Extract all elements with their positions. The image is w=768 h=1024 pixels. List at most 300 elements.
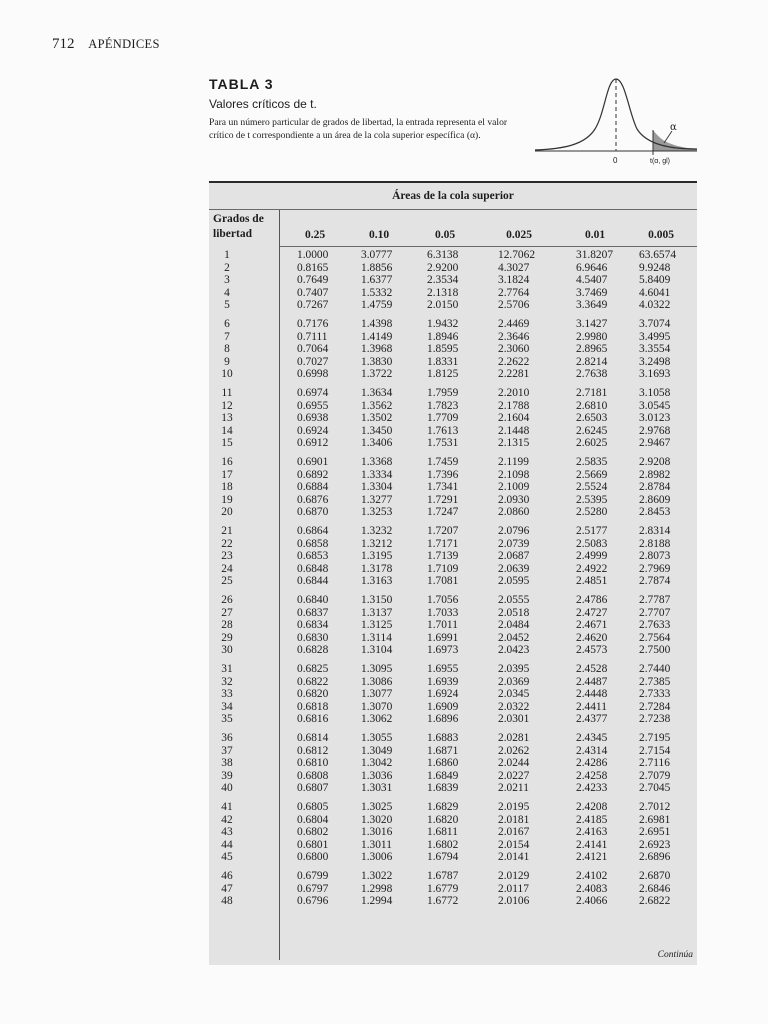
dof-cell: 26 <box>221 594 233 606</box>
value-0.05: 1.7459 <box>427 456 459 468</box>
table-subtitle: Valores críticos de t. <box>209 97 317 111</box>
value-0.25: 0.6998 <box>297 368 329 381</box>
value-0.25: 0.6804 <box>297 813 329 826</box>
value-0.05: 1.6794 <box>427 851 459 864</box>
value-0.10: 1.5332 <box>361 286 393 299</box>
area-caption: Áreas de la cola superior <box>392 190 514 202</box>
value-0.01: 3.7469 <box>576 286 608 299</box>
value-0.10: 3.0777 <box>361 249 393 261</box>
value-0.025: 2.0129 <box>498 870 530 882</box>
dof-cell: 43 <box>221 826 233 839</box>
value-0.10: 1.3830 <box>361 355 393 368</box>
value-0.01: 31.8207 <box>576 249 614 261</box>
value-0.05: 1.7171 <box>427 537 459 550</box>
value-0.10: 1.3634 <box>361 387 393 399</box>
value-0.01: 2.4345 <box>576 732 608 744</box>
value-0.025: 2.3060 <box>498 343 530 356</box>
value-0.05: 1.6829 <box>427 801 459 813</box>
value-0.005: 4.6041 <box>639 286 671 299</box>
value-0.01: 2.4286 <box>576 757 608 770</box>
value-0.05: 1.7709 <box>427 412 459 425</box>
value-0.005: 2.7154 <box>639 744 671 757</box>
dof-cell: 19 <box>221 493 233 506</box>
value-0.025: 2.0181 <box>498 813 530 826</box>
table-row <box>209 456 697 469</box>
value-0.01: 2.4258 <box>576 769 608 782</box>
value-0.25: 0.6816 <box>297 713 329 726</box>
value-0.05: 2.3534 <box>427 274 459 287</box>
value-0.25: 0.6812 <box>297 744 329 757</box>
dof-cell: 25 <box>221 575 233 588</box>
value-0.01: 2.4121 <box>576 851 608 864</box>
value-0.25: 0.6799 <box>297 870 329 882</box>
value-0.025: 4.3027 <box>498 261 530 274</box>
value-0.025: 2.1788 <box>498 399 530 412</box>
dof-cell: 39 <box>221 769 233 782</box>
value-0.025: 2.2622 <box>498 355 530 368</box>
value-0.25: 0.7176 <box>297 318 329 330</box>
table-row <box>209 851 697 864</box>
value-0.01: 2.5083 <box>576 537 608 550</box>
value-0.005: 2.8453 <box>639 506 671 519</box>
value-0.25: 0.6797 <box>297 882 329 895</box>
table-row <box>209 287 697 300</box>
value-0.05: 2.9200 <box>427 261 459 274</box>
value-0.01: 2.4671 <box>576 619 608 632</box>
value-0.025: 2.0301 <box>498 713 530 726</box>
value-0.025: 2.0687 <box>498 550 530 563</box>
value-0.025: 2.0244 <box>498 757 530 770</box>
table-row <box>209 676 697 689</box>
row-group <box>209 801 697 870</box>
value-0.05: 1.6939 <box>427 675 459 688</box>
dof-cell: 45 <box>221 851 233 864</box>
col-header-0.01: 0.01 <box>584 229 606 241</box>
value-0.005: 2.7633 <box>639 619 671 632</box>
row-group <box>209 318 697 387</box>
col-header-0.25: 0.25 <box>304 229 326 241</box>
dof-cell: 20 <box>221 506 233 519</box>
row-group <box>209 525 697 594</box>
table-row <box>209 437 697 450</box>
value-0.01: 2.5395 <box>576 493 608 506</box>
table-row <box>209 425 697 438</box>
value-0.005: 2.7969 <box>639 562 671 575</box>
value-0.025: 2.0195 <box>498 801 530 813</box>
table-row <box>209 839 697 852</box>
value-0.01: 2.4487 <box>576 675 608 688</box>
value-0.05: 2.0150 <box>427 299 459 312</box>
dof-cell: 11 <box>221 387 233 399</box>
value-0.05: 6.3138 <box>427 249 459 261</box>
value-0.25: 0.6796 <box>297 895 329 908</box>
value-0.005: 2.8073 <box>639 550 671 563</box>
value-0.10: 1.3137 <box>361 606 393 619</box>
dof-cell: 16 <box>221 456 233 468</box>
dof-cell: 31 <box>221 663 233 675</box>
row-group <box>209 456 697 525</box>
dof-cell: 4 <box>224 286 230 299</box>
table-row <box>209 801 697 814</box>
dof-cell: 8 <box>224 343 230 356</box>
table-row <box>209 387 697 400</box>
value-0.25: 0.6858 <box>297 537 329 550</box>
dof-cell: 3 <box>224 274 230 287</box>
value-0.05: 1.6991 <box>427 631 459 644</box>
table-row <box>209 343 697 356</box>
table-row <box>209 481 697 494</box>
value-0.25: 0.6810 <box>297 757 329 770</box>
value-0.25: 0.6818 <box>297 700 329 713</box>
value-0.25: 0.7267 <box>297 299 329 312</box>
value-0.10: 1.4759 <box>361 299 393 312</box>
value-0.25: 0.6853 <box>297 550 329 563</box>
value-0.01: 2.4377 <box>576 713 608 726</box>
table-row <box>209 814 697 827</box>
value-0.025: 2.0639 <box>498 562 530 575</box>
value-0.025: 2.2281 <box>498 368 530 381</box>
value-0.005: 2.6981 <box>639 813 671 826</box>
value-0.01: 2.4066 <box>576 895 608 908</box>
value-0.01: 2.5669 <box>576 468 608 481</box>
row-group <box>209 732 697 801</box>
value-0.01: 2.4999 <box>576 550 608 563</box>
value-0.005: 3.7074 <box>639 318 671 330</box>
value-0.10: 1.3277 <box>361 493 393 506</box>
value-0.05: 1.7341 <box>427 481 459 494</box>
value-0.005: 5.8409 <box>639 274 671 287</box>
value-0.005: 2.7012 <box>639 801 671 813</box>
value-0.01: 2.4922 <box>576 562 608 575</box>
header-rule <box>280 246 697 247</box>
dof-cell: 10 <box>221 368 233 381</box>
table-row <box>209 644 697 657</box>
value-0.05: 1.7613 <box>427 424 459 437</box>
value-0.025: 2.0518 <box>498 606 530 619</box>
value-0.005: 3.2498 <box>639 355 671 368</box>
value-0.05: 1.6883 <box>427 732 459 744</box>
dof-cell: 27 <box>221 606 233 619</box>
value-0.05: 1.7011 <box>427 619 458 632</box>
value-0.005: 2.7564 <box>639 631 671 644</box>
value-0.10: 1.3125 <box>361 619 393 632</box>
dof-cell: 37 <box>221 744 233 757</box>
value-0.005: 2.9768 <box>639 424 671 437</box>
value-0.01: 2.4528 <box>576 663 608 675</box>
value-0.01: 2.7638 <box>576 368 608 381</box>
value-0.05: 1.7033 <box>427 606 459 619</box>
value-0.05: 1.8331 <box>427 355 459 368</box>
value-0.025: 2.0369 <box>498 675 530 688</box>
value-0.01: 2.5835 <box>576 456 608 468</box>
table-description: Para un número particular de grados de libertad, la entrada representa el valor crítico de t correspondiente a un área de la cola superior específica (α). <box>209 117 508 141</box>
value-0.025: 2.1448 <box>498 424 530 437</box>
value-0.10: 1.3055 <box>361 732 393 744</box>
value-0.25: 0.6828 <box>297 644 329 657</box>
dof-cell: 33 <box>221 688 233 701</box>
dof-cell: 17 <box>221 468 233 481</box>
value-0.01: 2.8965 <box>576 343 608 356</box>
value-0.25: 0.6820 <box>297 688 329 701</box>
value-0.25: 0.6848 <box>297 562 329 575</box>
value-0.25: 0.6808 <box>297 769 329 782</box>
value-0.005: 2.7238 <box>639 713 671 726</box>
table-row <box>209 782 697 795</box>
table-row <box>209 607 697 620</box>
value-0.005: 2.7195 <box>639 732 671 744</box>
value-0.10: 1.3070 <box>361 700 393 713</box>
table-row <box>209 732 697 745</box>
value-0.10: 1.3334 <box>361 468 393 481</box>
value-0.10: 1.8856 <box>361 261 393 274</box>
alpha-label: α <box>670 122 677 133</box>
value-0.05: 1.7207 <box>427 525 459 537</box>
table-row <box>209 870 697 883</box>
value-0.005: 9.9248 <box>639 261 671 274</box>
value-0.05: 1.6787 <box>427 870 459 882</box>
dof-cell: 28 <box>221 619 233 632</box>
value-0.10: 1.3006 <box>361 851 393 864</box>
table-row <box>209 469 697 482</box>
value-0.05: 1.7291 <box>427 493 459 506</box>
dof-cell: 15 <box>221 437 233 450</box>
value-0.25: 0.6901 <box>297 456 329 468</box>
value-0.05: 1.8125 <box>427 368 459 381</box>
value-0.01: 2.4185 <box>576 813 608 826</box>
value-0.10: 1.3036 <box>361 769 393 782</box>
table-row <box>209 494 697 507</box>
table-row <box>209 745 697 758</box>
value-0.10: 1.3253 <box>361 506 393 519</box>
table-row <box>209 356 697 369</box>
value-0.025: 2.0106 <box>498 895 530 908</box>
value-0.05: 1.7056 <box>427 594 459 606</box>
value-0.025: 2.0739 <box>498 537 530 550</box>
value-0.01: 2.7181 <box>576 387 608 399</box>
value-0.005: 2.7116 <box>639 757 670 770</box>
table-row <box>209 594 697 607</box>
table-row <box>209 274 697 287</box>
value-0.01: 2.5524 <box>576 481 608 494</box>
value-0.10: 1.3722 <box>361 368 393 381</box>
value-0.25: 0.6802 <box>297 826 329 839</box>
table-row <box>209 632 697 645</box>
value-0.025: 2.0930 <box>498 493 530 506</box>
value-0.025: 2.1199 <box>498 456 529 468</box>
value-0.025: 2.5706 <box>498 299 530 312</box>
value-0.025: 2.0141 <box>498 851 530 864</box>
continues-note: Continúa <box>657 950 693 960</box>
value-0.025: 2.0211 <box>498 782 529 795</box>
value-0.025: 2.7764 <box>498 286 530 299</box>
value-0.25: 0.6801 <box>297 838 329 851</box>
dof-cell: 23 <box>221 550 233 563</box>
value-0.01: 2.4083 <box>576 882 608 895</box>
value-0.05: 1.7109 <box>427 562 459 575</box>
dof-header-line1: Grados de <box>213 213 264 225</box>
table-row <box>209 538 697 551</box>
value-0.05: 1.6849 <box>427 769 459 782</box>
value-0.005: 2.6923 <box>639 838 671 851</box>
value-0.01: 3.1427 <box>576 318 608 330</box>
value-0.10: 1.3031 <box>361 782 393 795</box>
dof-cell: 21 <box>221 525 233 537</box>
value-0.25: 0.6822 <box>297 675 329 688</box>
dof-cell: 42 <box>221 813 233 826</box>
dof-cell: 7 <box>224 330 230 343</box>
value-0.005: 2.7874 <box>639 575 671 588</box>
value-0.25: 0.6864 <box>297 525 329 537</box>
value-0.005: 2.7079 <box>639 769 671 782</box>
value-0.025: 2.0452 <box>498 631 530 644</box>
value-0.005: 2.6846 <box>639 882 671 895</box>
value-0.05: 1.7823 <box>427 399 459 412</box>
table-row <box>209 563 697 576</box>
value-0.25: 0.6840 <box>297 594 329 606</box>
value-0.10: 1.3150 <box>361 594 393 606</box>
t-critical-label: t(α, gl) <box>650 158 670 165</box>
value-0.10: 1.3022 <box>361 870 393 882</box>
dof-cell: 30 <box>221 644 233 657</box>
table-row <box>209 400 697 413</box>
value-0.05: 1.6772 <box>427 895 459 908</box>
row-group <box>209 870 697 939</box>
dof-cell: 22 <box>221 537 233 550</box>
value-0.05: 1.7081 <box>427 575 459 588</box>
value-0.025: 3.1824 <box>498 274 530 287</box>
value-0.10: 1.3095 <box>361 663 393 675</box>
value-0.05: 1.6955 <box>427 663 459 675</box>
value-0.01: 2.4786 <box>576 594 608 606</box>
value-0.025: 2.0117 <box>498 882 529 895</box>
dof-cell: 48 <box>221 895 233 908</box>
dof-cell: 32 <box>221 675 233 688</box>
dof-cell: 5 <box>224 299 230 312</box>
col-header-0.10: 0.10 <box>368 229 390 241</box>
value-0.025: 2.3646 <box>498 330 530 343</box>
value-0.025: 2.1315 <box>498 437 530 450</box>
value-0.25: 0.6825 <box>297 663 329 675</box>
value-0.01: 2.6245 <box>576 424 608 437</box>
value-0.025: 2.0167 <box>498 826 530 839</box>
value-0.05: 1.8946 <box>427 330 459 343</box>
value-0.10: 1.4149 <box>361 330 393 343</box>
row-group <box>209 249 697 318</box>
value-0.025: 2.0395 <box>498 663 530 675</box>
area-header-band <box>209 183 697 210</box>
value-0.05: 1.8595 <box>427 343 459 356</box>
table-body <box>209 249 697 939</box>
value-0.025: 2.0555 <box>498 594 530 606</box>
value-0.25: 0.6892 <box>297 468 329 481</box>
table-row <box>209 368 697 381</box>
value-0.025: 2.0262 <box>498 744 530 757</box>
dof-cell: 1 <box>224 249 230 261</box>
value-0.005: 3.4995 <box>639 330 671 343</box>
value-0.10: 1.4398 <box>361 318 393 330</box>
value-0.05: 1.7959 <box>427 387 459 399</box>
table-row <box>209 575 697 588</box>
value-0.005: 2.7500 <box>639 644 671 657</box>
value-0.005: 2.6951 <box>639 826 671 839</box>
value-0.005: 2.7284 <box>639 700 671 713</box>
value-0.25: 0.7111 <box>297 330 328 343</box>
value-0.01: 2.4727 <box>576 606 608 619</box>
value-0.25: 0.6938 <box>297 412 329 425</box>
value-0.01: 3.3649 <box>576 299 608 312</box>
value-0.01: 2.4233 <box>576 782 608 795</box>
row-group <box>209 387 697 456</box>
value-0.10: 1.3562 <box>361 399 393 412</box>
value-0.25: 0.6834 <box>297 619 329 632</box>
value-0.25: 0.6924 <box>297 424 329 437</box>
value-0.01: 2.4851 <box>576 575 608 588</box>
value-0.10: 1.3011 <box>361 838 392 851</box>
table-row <box>209 318 697 331</box>
value-0.05: 1.7396 <box>427 468 459 481</box>
value-0.10: 1.3195 <box>361 550 393 563</box>
value-0.25: 0.6912 <box>297 437 329 450</box>
table-row <box>209 412 697 425</box>
value-0.10: 1.3232 <box>361 525 393 537</box>
dof-cell: 46 <box>221 870 233 882</box>
value-0.025: 2.0281 <box>498 732 530 744</box>
dof-cell: 34 <box>221 700 233 713</box>
value-0.05: 1.6896 <box>427 713 459 726</box>
value-0.05: 1.6860 <box>427 757 459 770</box>
row-group <box>209 594 697 663</box>
dof-cell: 44 <box>221 838 233 851</box>
value-0.025: 2.0154 <box>498 838 530 851</box>
value-0.025: 2.0345 <box>498 688 530 701</box>
value-0.025: 2.0484 <box>498 619 530 632</box>
value-0.01: 2.5177 <box>576 525 608 537</box>
value-0.05: 1.6973 <box>427 644 459 657</box>
value-0.05: 1.6924 <box>427 688 459 701</box>
value-0.005: 3.1693 <box>639 368 671 381</box>
value-0.25: 0.6876 <box>297 493 329 506</box>
dof-cell: 40 <box>221 782 233 795</box>
col-header-0.025: 0.025 <box>506 229 532 241</box>
page-number: 712 <box>52 36 75 52</box>
value-0.01: 2.6025 <box>576 437 608 450</box>
value-0.05: 1.6811 <box>427 826 458 839</box>
value-0.10: 1.3114 <box>361 631 392 644</box>
dof-cell: 29 <box>221 631 233 644</box>
value-0.01: 2.4163 <box>576 826 608 839</box>
value-0.10: 1.3062 <box>361 713 393 726</box>
value-0.10: 1.3042 <box>361 757 393 770</box>
value-0.01: 2.6810 <box>576 399 608 412</box>
value-0.005: 2.7385 <box>639 675 671 688</box>
value-0.025: 2.0423 <box>498 644 530 657</box>
value-0.10: 1.6377 <box>361 274 393 287</box>
value-0.01: 2.6503 <box>576 412 608 425</box>
value-0.025: 2.0796 <box>498 525 530 537</box>
value-0.005: 2.7440 <box>639 663 671 675</box>
value-0.10: 1.2998 <box>361 882 393 895</box>
value-0.25: 0.6807 <box>297 782 329 795</box>
value-0.025: 2.1098 <box>498 468 530 481</box>
value-0.10: 1.3212 <box>361 537 393 550</box>
value-0.05: 1.6779 <box>427 882 459 895</box>
table-label: TABLA 3 <box>209 76 274 92</box>
value-0.005: 3.1058 <box>639 387 671 399</box>
value-0.10: 1.3450 <box>361 424 393 437</box>
value-0.01: 2.9980 <box>576 330 608 343</box>
value-0.005: 3.0123 <box>639 412 671 425</box>
value-0.25: 0.6884 <box>297 481 329 494</box>
